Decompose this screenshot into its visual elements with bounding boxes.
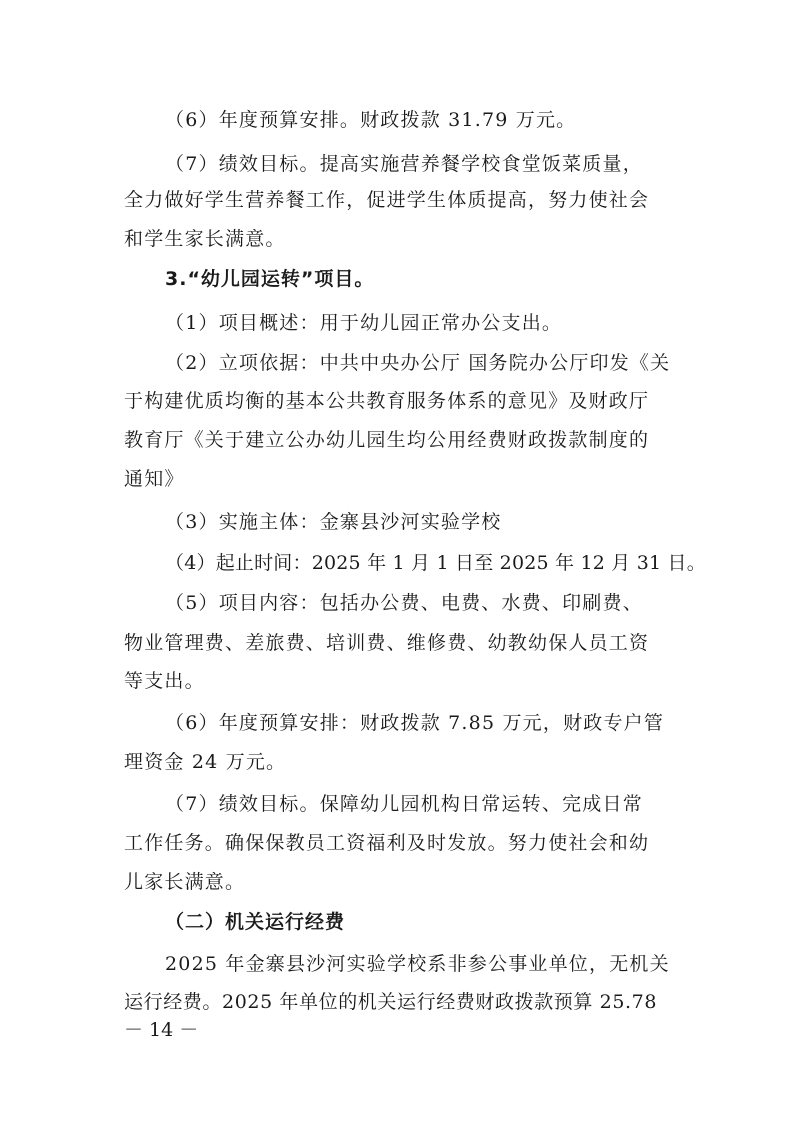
paragraph-line: 和学生家长满意。	[124, 228, 286, 250]
paragraph-line: 工作任务。确保保教员工资福利及时发放。努力使社会和幼	[124, 832, 650, 854]
paragraph-line: 于构建优质均衡的基本公共教育服务体系的意见》及财政厅	[124, 390, 650, 412]
paragraph-line: 物业管理费、差旅费、培训费、维修费、幼教幼保人员工资	[124, 632, 650, 654]
paragraph-line: （2）立项依据：中共中央办公厅 国务院办公厅印发《关	[165, 352, 671, 374]
paragraph-line: （6）年度预算安排。财政拨款 31.79 万元。	[165, 109, 577, 131]
section-heading: （二）机关运行经费	[165, 911, 346, 933]
paragraph-line: （1）项目概述：用于幼儿园正常办公支出。	[165, 312, 563, 334]
paragraph-line: 2025 年金寨县沙河实验学校系非参公事业单位，无机关	[165, 953, 670, 975]
paragraph-line: （3）实施主体：金寨县沙河实验学校	[165, 511, 502, 533]
page-number: － 14 －	[124, 1019, 199, 1041]
paragraph-line: （7）绩效目标。保障幼儿园机构日常运转、完成日常	[165, 793, 643, 815]
paragraph-line: 全力做好学生营养餐工作，促进学生体质提高，努力使社会	[124, 189, 650, 211]
paragraph-line: （6）年度预算安排：财政拨款 7.85 万元，财政专户管	[165, 712, 665, 734]
paragraph-line: （4）起止时间：2025 年 1 月 1 日至 2025 年 12 月 31 日。	[165, 552, 706, 574]
section-heading: 3.“幼儿园运转”项目。	[165, 268, 375, 290]
paragraph-line: 运行经费。2025 年单位的机关运行经费财政拨款预算 25.78	[124, 991, 658, 1013]
paragraph-line: 教育厅《关于建立公办幼儿园生均公用经费财政拨款制度的	[124, 429, 650, 451]
paragraph-line: （7）绩效目标。提高实施营养餐学校食堂饭菜质量，	[165, 153, 643, 175]
paragraph-line: 理资金 24 万元。	[124, 751, 287, 773]
paragraph-line: 儿家长满意。	[124, 871, 246, 893]
paragraph-line: 等支出。	[124, 670, 205, 692]
paragraph-line: （5）项目内容：包括办公费、电费、水费、印刷费、	[165, 592, 643, 614]
paragraph-line: 通知》	[124, 468, 185, 490]
